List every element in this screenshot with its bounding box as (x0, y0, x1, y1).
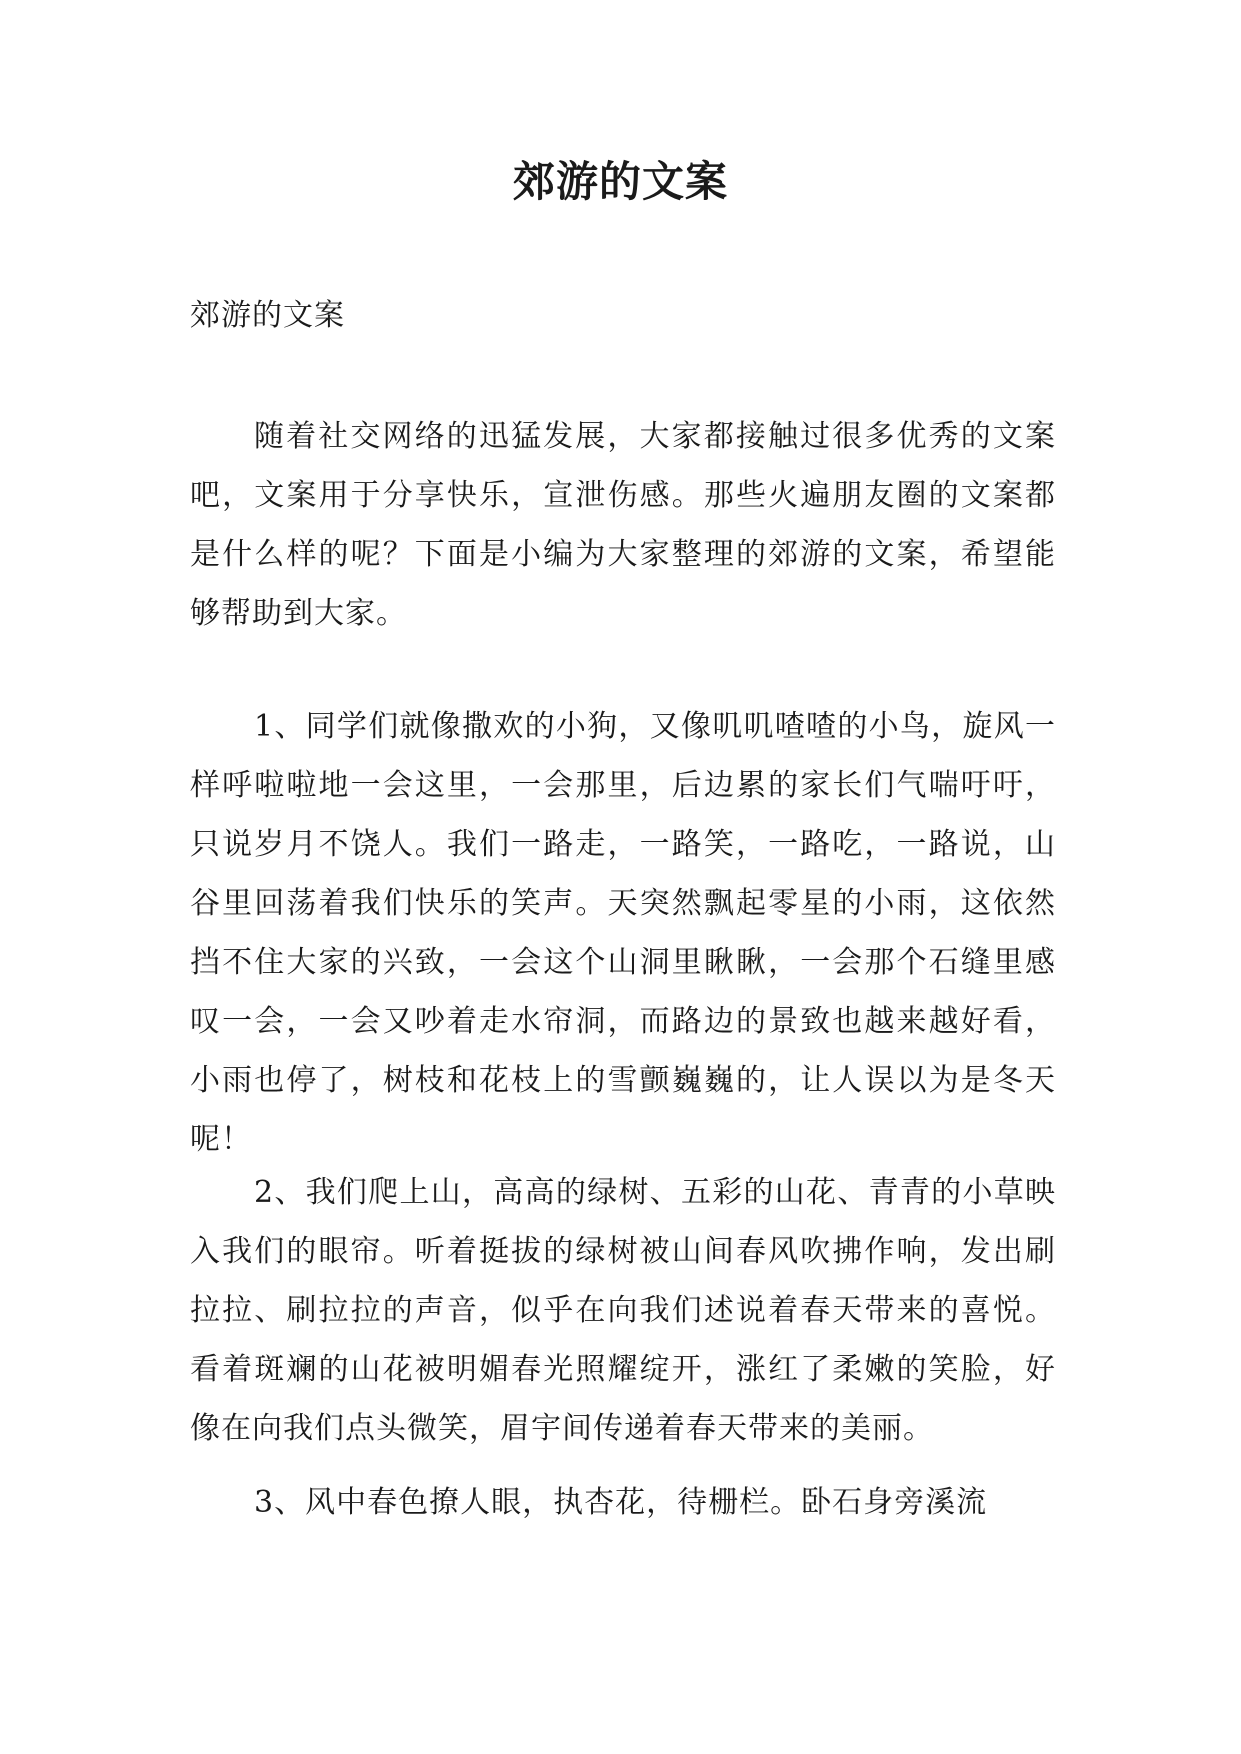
document-title: 郊游的文案 (512, 157, 728, 206)
paragraph-item-3: 3、风中春色撩人眼，执杏花，待栅栏。卧石身旁溪流 (254, 1485, 988, 1520)
paragraph-item-2: 2、我们爬上山，高高的绿树、五彩的山花、青青的小草映入我们的眼帘。听着挺拔的绿树被山间春风吹拂作响，发出刷拉拉、刷拉拉的声音，似乎在向我们述说着春天带来的喜悦。看着斑斓的山花被明媚春光照耀绽开，涨红了柔嫩的笑脸，好像在向我们点头微笑，眉宇间传递着春天带来的美丽。 (190, 1175, 1056, 1446)
paragraph-item-1: 1、同学们就像撒欢的小狗，又像叽叽喳喳的小鸟，旋风一样呼啦啦地一会这里，一会那里，后边累的家长们气喘吁吁，只说岁月不饶人。我们一路走，一路笑，一路吃，一路说，山谷里回荡着我们快乐的笑声。天突然飘起零星的小雨，这依然挡不住大家的兴致，一会这个山洞里瞅瞅，一会那个石缝里感叹一会，一会又吵着走水帘洞，而路边的景致也越来越好看，小雨也停了，树枝和花枝上的雪颤巍巍的，让人误以为是冬天呢！ (190, 709, 1056, 1157)
intro-paragraph: 随着社交网络的迅猛发展，大家都接触过很多优秀的文案吧，文案用于分享快乐，宣泄伤感。那些火遍朋友圈的文案都是什么样的呢？下面是小编为大家整理的郊游的文案，希望能够帮助到大家。 (190, 419, 1056, 631)
document-subtitle: 郊游的文案 (190, 298, 345, 333)
